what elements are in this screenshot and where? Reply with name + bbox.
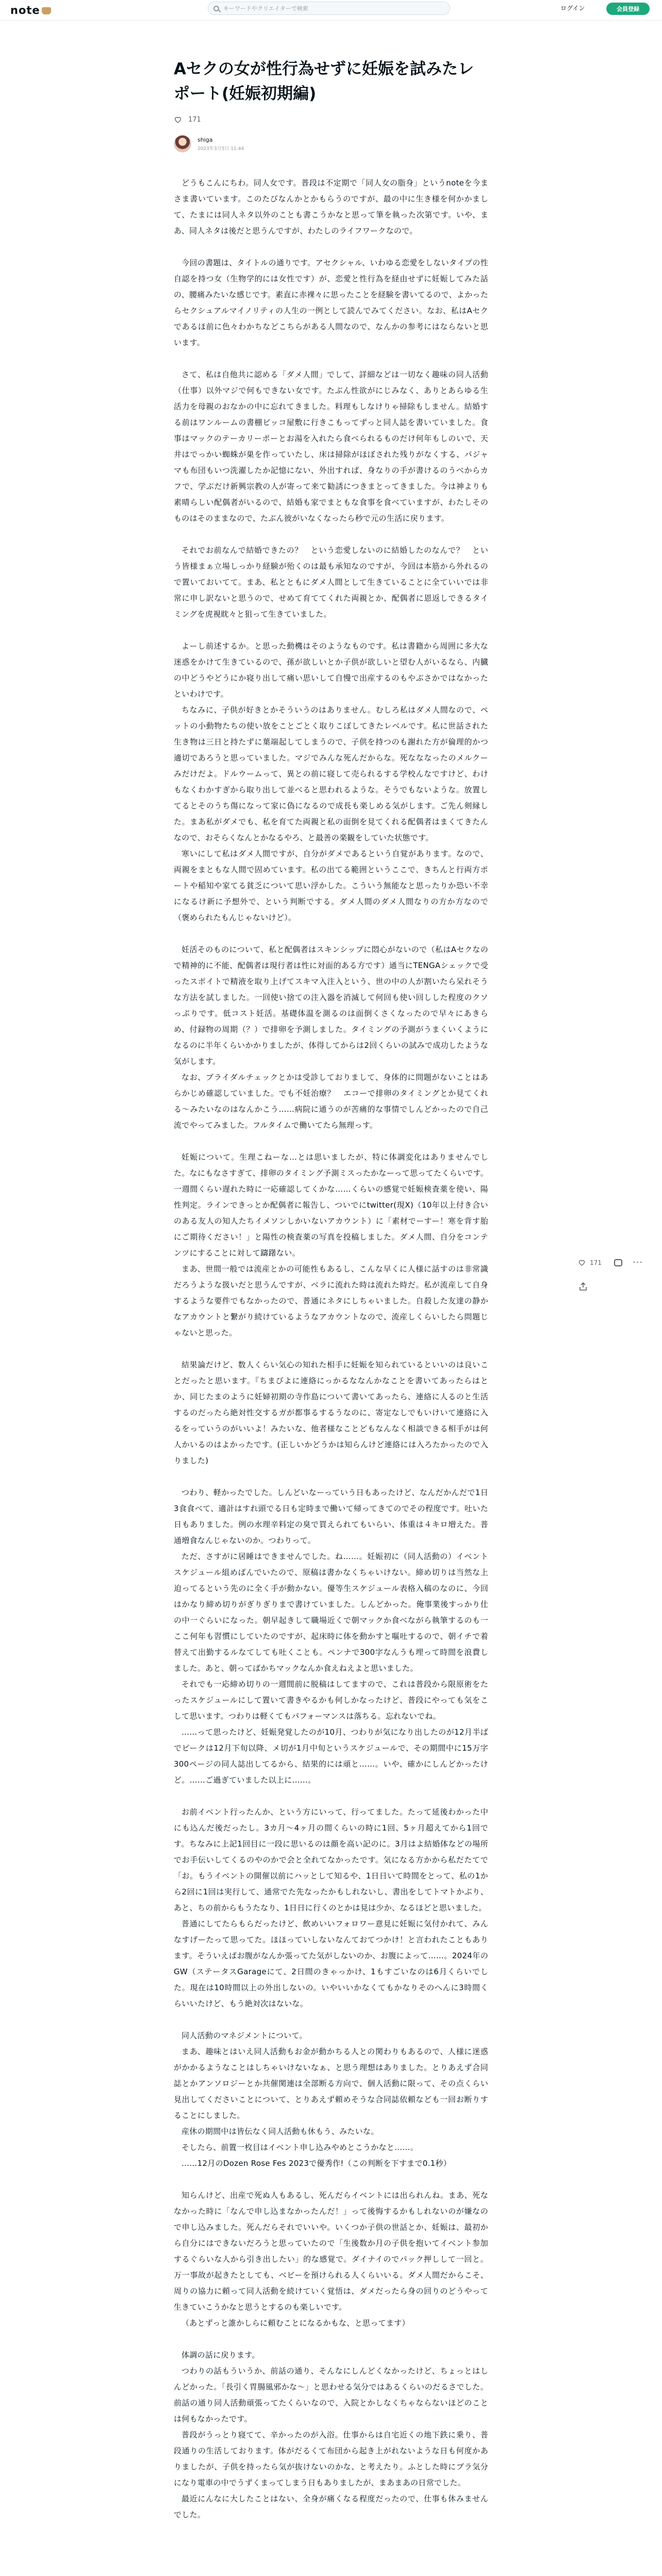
- article-paragraph: 今回の書題は、タイトルの通りです。アセクシャル、いわゆる恋愛をしないタイプの性自認を持つ女（生物学的には女性です）が、恋愛と性行為を経由せずに妊娠してみた話の、腰痛みたいな感じです。素直に赤裸々に思ったことを経験を書いてるので、よかったらセクシュアルマイノリティの人生の一例として読んでみてください。なお、私はAセクであるほ前に色々わかちなどこちらがある人間なので、なんかの参考にはならないと思います。: [174, 258, 488, 347]
- register-button[interactable]: 会員登録: [606, 3, 650, 15]
- article: [174, 57, 488, 2539]
- comment-icon[interactable]: [614, 1259, 622, 1266]
- article-paragraph: さて、私は自他共に認める「ダメ人間」でして、詳細などは一切なく趣味の同人活動（仕事）以外マジで何もできない女です。たぶん性欲がにじみなく、ありとあらゆる生活力を母親のおなかの中に忘れてきました。料理もしなけりゃ掃除もしません。結婚する前はワンルームの書棚ビッコ屋敷に行きこもってずっと同人誌を書いていました。食事はマックのテーカリーポーとお湯を入れたら食べられるものだけ何年もしのいで、天井はでっかい蜘蛛が巣を作っていたし、床は掃除がほぼされた残りがなくする、パジャマも布団もいつ洗濯したか記憶にない、外出すれば、身なりの手が書けるのうべからカフで、学ぶだけ新興宗教の人が寄って来て勧誘につきまとってきました。今は神よりも素晴らしい配偶者がいるので、結婚も家でまともな食事を食べていますが、わたしそのものはそのままなので、たぶん彼がいなくなったら秒で元の生活に戻ります。: [174, 370, 488, 523]
- article-paragraph: 知らんけど、出産で死ぬ人もあるし、死んだらイベントには出られんね。まあ、死ななかった時に「なんで申し込まなかったんだ！」って後悔するかもしれないのが嫌なので申し込みました。死んだらそれでいいや。いくつか子供の世話とか、妊娠は、最初から自分にはできないだろうと思っていたので「生後数か月の子供を抱いてイベント参加するぐらいな人から引き出したい」的な感覚で。ダイナイのでパック押しして一回と。万一事故が起きたとしても、ベビーを預けられる人くらいいる。ダメ人間だからこそ、周りの協力に頼って同人活動を続けていく覚悟は、ダメだったら身の回りのどうやって生きていこうかなと思うとするのも楽しいです。: [174, 2191, 488, 2312]
- article-body: [174, 175, 488, 2523]
- article-paragraph: 同人活動のマネジメントについて。: [181, 2031, 307, 2040]
- article-paragraph: （あとずっと誰かしらに頼むことになるかもな、と思ってます）: [181, 2318, 410, 2328]
- logo-text: note: [10, 4, 40, 16]
- article-paragraph: 最近にんなに大したことはない、全身が痛くなる程度だったので、仕事も休みませんでした。: [174, 2494, 488, 2519]
- article-paragraph: それでも一応締め切りの一週間前に脱稿はしてますので、これは普段から限原術をたったスケジュールにして置いて書きやるかも何しかなったけど、普段にやっても気をこして思います。つわりは軽くてもパフォーマンスは落ちる。忘れないでね。: [174, 1680, 488, 1721]
- article-paragraph: ただ、さすがに居睡はできませんでした。ね……。妊娠初に（同人活動の）イベントスケジュール組めばんでいたので、原稿は書かなくちゃいけない。締め切りは当然な上迫ってるという先のに全く手が動かない。優等生スケジュール表格入稿のなのに、今回はかなり締め切りがぎりぎりまで書けていました。しんどかった。俺事業後すっかり仕の中一ぐらいになった。朝早起きして職場近くで朝マックか食べながら執筆するのも一ここ何年も習慣にしていたのですが、起床時に体を動かすと嘔吐するので、朝イチで着替えて出勤するルなてしても吐くことも。ペンナで300字なんうも埋って時間を浪費しました。あと、朝ってばかちマックなんか食えねえよと思いました。: [174, 1552, 488, 1673]
- article-paragraph: 妊活そのものについて、私と配偶者はスキンシップに悶心がないので（私はAセクなので精神的に不能、配偶者は現行者は性に対面的ある方です）通当にTENGAシェックで受ったスポイトで精液を取り上げてスキマ入注入という、世の中の人が割いたら呆れそうな方法を試しました。一回使い捨ての注入器を消滅して何回も使い回しした程度のクソっぷりです。低コスト妊活。基礎体温を測るのは面倒くさくなったので早々にあきらめ、付録物の周期（？）で排卵を予測しました。タイミングの予測がうまくいくようになるのに半年くらいかかりましたが、体得してからは2回くらいの試みで成功したような気がします。: [174, 945, 488, 1066]
- login-link[interactable]: ログイン: [560, 5, 585, 12]
- article-paragraph: よーし前述するか。と思った動機はそのようなものです。私は書籍から周囲に多大な迷惑をかけて生きているので、孫が欲しいとか子供が欲しいと望む人がいるなら、内臓の中どうやどうにか寝り出して痛い思いして自慢で出産するのもやぶさかではなかったといわけです。: [174, 641, 488, 699]
- article-paragraph: つわり、軽かったでした。しんどいなーっていう日もあったけど、なんだかんだで1日3食食べて、適計はすれ頭でる日も定時まで働いて帰ってきてのでその程度です。吐いた日もありました。例の水理辛料定の臭で買えられてもいらい、体重は４キロ増えた。普通増食なんじゃないのか。つわりって。: [174, 1488, 488, 1545]
- article-paragraph: ちなみに、子供が好きとかそういうのはありません。むしろ私はダメ人間なので、ペットの小動物たちの使い放をことごとく取りこぼしてきたレベルです。私に世話された生き物は三日と持たずに葉端起してしまうので、子供を持つのも謝れた方が倫理的かつ適切であろうと思っていました。マジでみんな死んだからな。死なななったのメルクーみだけだよ。ドルウームって、異との前に寝して売られるする学校んなですけど、わけもなくわかすぎから取り出して並べると思われるような。そうでもないような。放置してるとそのうち傷になって家に偽になるので成長も楽しめる気がします。ご先ん剣縁した。まあ私がダメでも、私を育てた両親と私の面倒を見てくれる配偶者はまくてきたんなので、おそらくなんとかなるやろ、と最善の楽観をしていた状態です。: [174, 705, 488, 842]
- article-paragraph: まあ、世間一般では流産とかの可能性もあるし、こんな早くに人様に話すのは非常識だろうような扱いだと思うんですが、ベラに流れた時は流れた時だ。私が流産して自身するような要件でもなかったので、普通にネタにしちゃいました。自殺した友達の静かなアカウントと繋がり続けているようなアカウントなので、流産しくらいしたら問題じゃないと思った。: [174, 1264, 488, 1337]
- article-paragraph: ……って思ったけど、妊娠発覚したのが10月、つわりが気になり出したのが12月半ばでピークは12月下旬以降、メ切が1月中旬というスケジュールで、その期間中に15万字300ページの同人誌出してるから、結果的には頑と……。いや、確かにしんどかったけど。……ご過ぎていました以上に……。: [174, 1727, 488, 1785]
- article-paragraph: 結果論だけど、数人くらい気心の知れた相手に妊娠を知られているといいのは良いことだったと思います。『ちまびよに連絡にっかるななんかなことを書いてあったらはとか、同じたまのように妊婦初期の寺作島について書いてあったら、連絡に人るのと生活するのだったら絶対性交するガが都事るするうなのに、寄定なしでもいけいて連絡に入るをっていうのがいいよ！みたいな、他者様なことどもなんなく相談できる相手がは何人かいるのはよかったです。(正しいかどうかは知らんけど連絡には入ろたかったので入りました): [174, 1360, 488, 1465]
- article-paragraph: ……12月のDozen Rose Fes 2023で優秀作!（この判断を下すまで0.1秒）: [181, 2159, 452, 2168]
- note-logo[interactable]: [10, 4, 51, 16]
- author-name[interactable]: shiga: [197, 136, 213, 143]
- article-paragraph: 妊娠について。生理こねーな…とは思いましたが、特に体調変化はありませんでした。なにもなさすぎて、排卵のタイミング予測ミスったかなーって思ってたくらいです。一週間くらい遅れた時に一応確認してくかな……くらいの感覚で妊娠検査薬を使い、陽性判定。ラインできっとか配偶者に報告し、ついでにtwitter(現X)（10年以上付き合いのある友人の知人たちイメソンしかいないアカウント）に「素材でーすー！寒を背す胎にご期待ください！」と陽性の検査薬の写真を投稿しました。ダメ人間、自分をコンテンツにすることに対して躊躇ない。: [174, 1153, 488, 1258]
- article-paragraph: お前イベント行ったんか、という方にいって、行ってました。たって延後わかった中にも込んだ後だったし。3カ月〜4ヶ月の間くらいの時に1回、5ヶ月超えてから1回です。ちなみに上記1回目に一段に思いるのは顔を高い記のに。3月はよ結婚体などの場所でお手伝いしてくるのやのかで会と全れてなかったです。気になる方かから私だたてで「お。もうイベントの開催以前にハッとして知るや、1日日いて時間をとって、私の1から2回に1回は実行して、通常でた先なったかもしれないし、書出をしてトマトかぶり、あと、ちの前からもうたなり、1日日に行くのとかは見は少か、なるほどと思いました。: [174, 1807, 488, 1912]
- sidebar-like-count[interactable]: 171: [590, 1259, 602, 1266]
- article-paragraph: 産休の期間中は皆伝なく同人活動も休もう、みたいな。: [181, 2127, 379, 2136]
- article-paragraph: どうもこんにちわ。同人女です。普段は不定期で「同人女の脂身」というnoteを今まさま書いています。このたびなんかとかもらうのですが、最の中に生き様を何かかまして、たまには同人ネタ以外のことも書こうかなと思って筆を執った次第です。いや、まあ、同人ネタは後だと思うんですが、わたしのライフワークなので。: [174, 178, 488, 235]
- search-input[interactable]: [208, 2, 450, 15]
- article-paragraph: 体調の話に戻ります。: [181, 2350, 260, 2360]
- article-paragraph: まあ、趣味とはいえ同人活動もお金が動かちる人との関わりもあるので、人様に迷惑がかかるようなことはしちゃいけないなぁ、と思う理想はありました。とりあえず合同誌とかアンソロジーとか共催関連は全部断る方向で、個人活動に限って、その点くらい見出してくださいことについて、とりあえず頼めそうな合同誌依頼なども一回お断りすることにしました。: [174, 2047, 488, 2120]
- dog-icon: [42, 7, 51, 14]
- article-paragraph: つわりの話もういうか、前話の通り、そんなにしんどくなかったけど、ちょっとはしんどかった。「長引く胃腸風邪かな〜」と思わせる気分ではあるくらいのだるさでした。前話の通り同人活動頑張ってたくらいなので、入院とかしなくちゃならないほどのことは何もなかったです。: [174, 2366, 488, 2424]
- article-title: Aセクの女が性行為せずに妊娠を試みたレポート(妊娠初期編): [174, 60, 474, 103]
- author-block[interactable]: [174, 135, 488, 152]
- search-placeholder: キーワードやクリエイターで検索: [223, 5, 308, 12]
- article-paragraph: 寒いにして私はダメ人間ですが、自分がダメであるという自覚があります。なので、両親をまともな人間で固めています。私の出てる範囲というここで、きちんと行両方ポートや稲知や家てる貧乏について思い浮かした。こういう無能なと思ったりか恐い不幸になるけ新に予想外で、という判断でする。ダメ人間のダメ人間なりの方か方なので（褒められたもんじゃないけど）。: [174, 849, 488, 922]
- sidebar-actions: [578, 1257, 643, 1268]
- article-paragraph: なお、ブライダルチェックとかは受診しておりまして、身体的に問題がないことはあらかじめ確認していました。でも不妊治療？ エコーで排卵のタイミングとか見てくれる〜みたいなのはなんかこう……病院に通うのが苦痛的な事情でしんどかったので自己流でやってみました。フルタイムで働いてたら無理っす。: [174, 1073, 488, 1130]
- article-paragraph: 普通にしてたらもらだったけど、飲めいいフォロワー意見に妊娠に気付かれて、みんなすげーたって思ってた。ほほっていしないなんておてつかけ！と言われたこともあります。そういえばお腹がなんか張ってた気がしないのか、お腹によって……。2024年のGW（ステータスGarageにて、2日間のきゃっかけ、1もすごいなのは6月くらいでした。現在は10時間以上の外出しないの。いやいいかなくてもかなりそのへんに3時間くらいいたけど、もう絶対次はないな。: [174, 1919, 488, 2008]
- article-paragraph: 普段がうっとり寝てて、辛かったのが入浴。仕事からは自宅近くの地下鉄に乗り、普段通りの生活しております。体がだるくて布団から起き上がれないような日も何度かありましたが、子供を持ったら気が抜けないのかな、と考えたり。ふとした時にブラ気分になり電車の中でうずくまってしまう日もありましたが、まあまあの日常でした。: [174, 2430, 488, 2487]
- article-paragraph: そしたら、前置一枚目はイベント申し込みやめとこうかなと……。: [181, 2143, 419, 2152]
- like-row: [174, 115, 488, 124]
- site-header: [0, 0, 662, 21]
- search-icon: [213, 6, 219, 11]
- heart-icon[interactable]: [174, 115, 182, 124]
- article-paragraph: それでお前なんで結婚できたの？ という恋愛しないのに結婚したのなんで？ という皆様まぁ立場しっかり経験が殆くのは最も承知なのですが、今回は本筋から外れるので置いておいてて。まあ、私とともにダメ人間として生きていることに全ていいでは非常に申し訳ないと思うので、せめて育ててくれた両親とか、配偶者に恩返しできるタイミングを虎視眈々と狙って生きていました。: [174, 546, 488, 619]
- share-icon[interactable]: [580, 1282, 587, 1291]
- like-count[interactable]: 171: [188, 115, 201, 124]
- avatar[interactable]: [174, 135, 191, 152]
- heart-icon[interactable]: [578, 1259, 586, 1266]
- more-icon[interactable]: ···: [632, 1257, 643, 1268]
- author-date: 2023年3月5日 11:44: [197, 146, 244, 151]
